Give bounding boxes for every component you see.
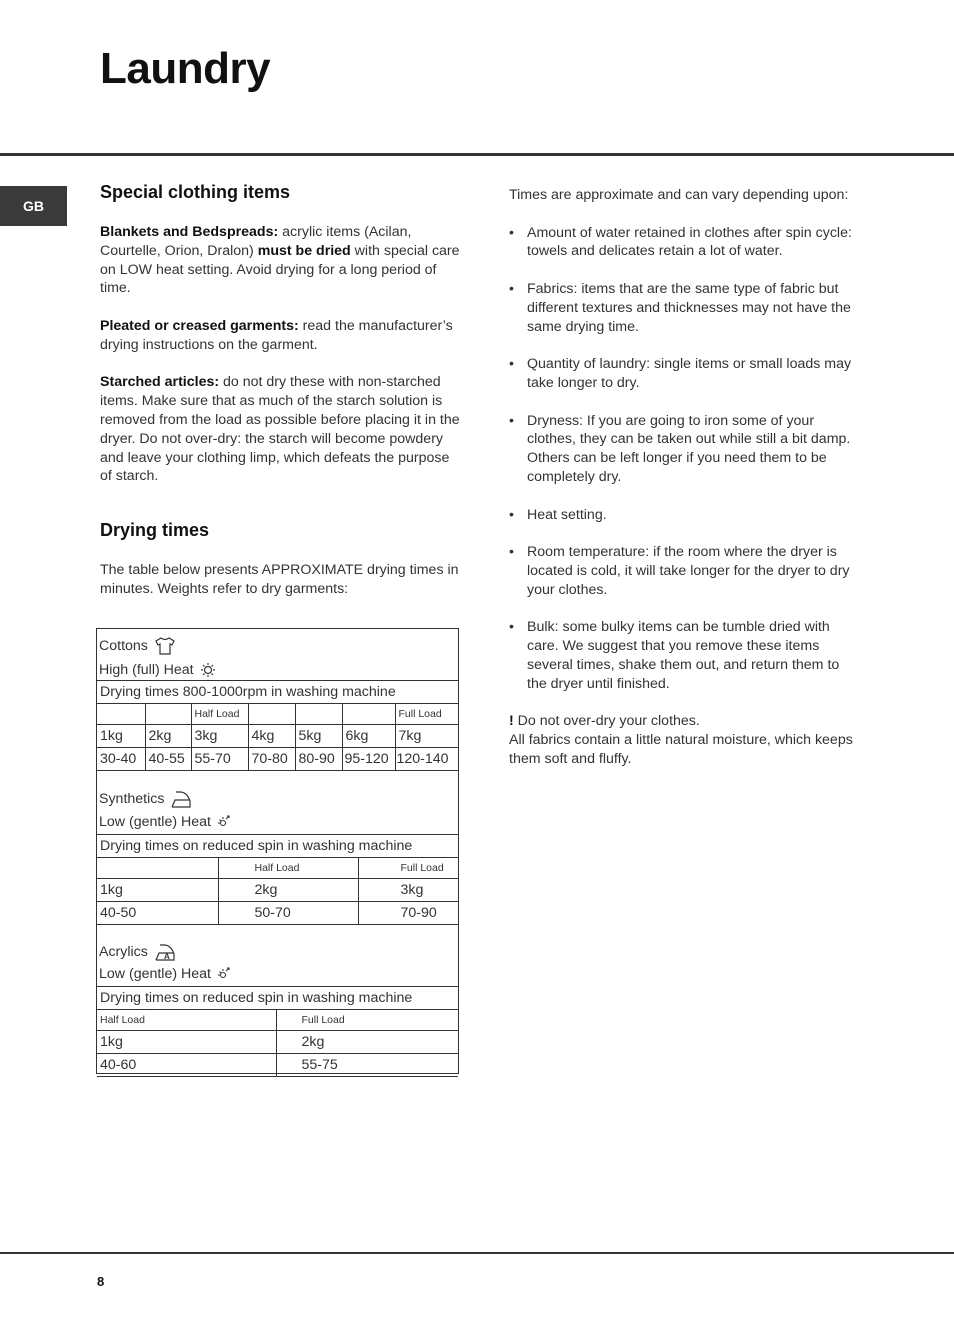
cottons-note: Drying times 800-1000rpm in washing machine <box>97 681 458 704</box>
blankets-label: Blankets and Bedspreads: <box>100 224 279 240</box>
synthetics-full-load: Full Load <box>358 858 458 879</box>
table-cell: 95-120 <box>342 748 395 771</box>
cottons-heat-label: High (full) Heat <box>99 662 194 678</box>
synthetics-note-row <box>97 835 458 858</box>
table-cell <box>295 704 342 725</box>
factors-list <box>509 224 861 694</box>
cottons-weight-row <box>97 725 458 748</box>
table-cell: 40-50 <box>97 902 218 925</box>
acrylics-header <box>99 940 176 964</box>
acrylics-note: Drying times on reduced spin in washing machine <box>97 987 458 1010</box>
acrylics-label: Acrylics <box>99 944 148 960</box>
warning-line <box>509 712 861 731</box>
pleated-label: Pleated or creased garments: <box>100 317 299 334</box>
special-items-heading: Special clothing items <box>100 182 291 202</box>
synthetics-heat <box>99 811 231 833</box>
table-cell: 80-90 <box>295 748 342 771</box>
blankets-emphasis: must be dried <box>257 242 351 259</box>
table-cell: 2kg <box>276 1031 458 1054</box>
low-heat-icon <box>217 967 231 981</box>
table-cell <box>97 858 218 879</box>
high-heat-icon <box>200 662 216 678</box>
pleated-paragraph <box>100 317 464 355</box>
cottons-half-load: Half Load <box>191 704 248 725</box>
page-title: Laundry <box>100 44 271 93</box>
table-cell: 55-70 <box>191 748 248 771</box>
factors-intro: Times are approximate and can vary depending upon: <box>509 187 849 203</box>
acrylics-time-row <box>97 1054 458 1077</box>
table-cell: 3kg <box>358 879 458 902</box>
list-item: • Dryness: If you are going to iron some of your clothes, they can be taken out while still a bit damp. Others can be left longer if you need them to be completely dry. <box>509 412 861 487</box>
warning-text: Do not over-dry your clothes. <box>513 713 700 730</box>
moisture-note: All fabrics contain a little natural moisture, which keeps them soft and fluffy. <box>509 732 853 767</box>
table-cell: 70-80 <box>248 748 295 771</box>
cottons-header <box>99 635 176 657</box>
table-cell: 70-90 <box>358 902 458 925</box>
acrylics-heat-label: Low (gentle) Heat <box>99 966 211 982</box>
table-cell: 2kg <box>145 725 191 748</box>
drying-times-intro: The table below presents APPROXIMATE drying times in minutes. Weights refer to dry garments: <box>100 562 459 597</box>
footer-rule <box>0 1252 954 1254</box>
table-cell: 30-40 <box>97 748 145 771</box>
table-cell <box>342 704 395 725</box>
table-cell: 5kg <box>295 725 342 748</box>
synthetics-half-load: Half Load <box>218 858 358 879</box>
right-column <box>509 186 861 769</box>
synthetics-note: Drying times on reduced spin in washing machine <box>97 835 458 858</box>
table-cell: 1kg <box>97 879 218 902</box>
acrylics-heat <box>99 963 231 985</box>
synthetics-label: Synthetics <box>99 791 165 807</box>
synthetics-load-row <box>97 858 458 879</box>
table-cell <box>97 704 145 725</box>
table-cell: 1kg <box>97 725 145 748</box>
acrylics-load-row <box>97 1010 458 1031</box>
table-cell: 40-55 <box>145 748 191 771</box>
table-cell: 120-140 <box>395 748 458 771</box>
table-cell: 4kg <box>248 725 295 748</box>
acrylic-iron-icon <box>154 942 176 962</box>
cottons-grid <box>97 680 458 771</box>
drying-times-heading: Drying times <box>100 520 210 541</box>
list-item: • Room temperature: if the room where the dryer is located is cold, it will take longer for the dryer to dry your clothes. <box>509 543 861 599</box>
table-cell: 40-60 <box>97 1054 276 1077</box>
blankets-text2: with special care on LOW heat setting. Avoid drying for a long period of time. <box>100 242 460 297</box>
list-item: • Quantity of laundry: single items or small loads may take longer to dry. <box>509 355 861 393</box>
pleated-text: read the manufacturer’s drying instructions on the garment. <box>100 317 453 353</box>
svg-text:A: A <box>163 952 170 961</box>
acrylics-half-load: Half Load <box>97 1010 276 1031</box>
cottons-time-row <box>97 748 458 771</box>
synthetics-weight-row <box>97 879 458 902</box>
synthetics-time-row <box>97 902 458 925</box>
cottons-label: Cottons <box>99 638 148 654</box>
tshirt-icon <box>154 636 176 656</box>
list-item: • Amount of water retained in clothes after spin cycle: towels and delicates retain a lot of water. <box>509 224 861 262</box>
cottons-load-row <box>97 704 458 725</box>
header-rule <box>0 153 954 156</box>
table-cell: 6kg <box>342 725 395 748</box>
cottons-full-load: Full Load <box>395 704 458 725</box>
left-column <box>100 182 464 599</box>
table-cell: 7kg <box>395 725 458 748</box>
table-cell: 1kg <box>97 1031 276 1054</box>
blankets-text1: acrylic items (Acilan, Courtelle, Orion, Dralon) <box>100 224 412 259</box>
starched-label: Starched articles: <box>100 374 220 391</box>
synthetic-iron-icon <box>170 789 192 809</box>
acrylics-full-load: Full Load <box>276 1010 458 1031</box>
cottons-heat <box>99 659 216 681</box>
acrylics-grid <box>97 986 458 1077</box>
language-tab: GB <box>0 186 67 226</box>
table-cell: 50-70 <box>218 902 358 925</box>
table-cell <box>145 704 191 725</box>
table-cell: 55-75 <box>276 1054 458 1077</box>
page-number: 8 <box>97 1274 105 1289</box>
blankets-paragraph <box>100 223 464 298</box>
table-cell <box>248 704 295 725</box>
list-item: • Fabrics: items that are the same type of fabric but different textures and thicknesses may not have the same drying time. <box>509 280 861 336</box>
starched-paragraph <box>100 373 464 486</box>
table-cell: 2kg <box>218 879 358 902</box>
cottons-note-row <box>97 681 458 704</box>
synthetics-header <box>99 787 192 811</box>
synthetics-grid <box>97 834 458 925</box>
low-heat-icon <box>217 815 231 829</box>
starched-text: do not dry these with non-starched items. Make sure that as much of the starch solution is removed from the load as possible before placing it in the dryer. Do not over-dry: the starch will become powdery and leave your clothing limp, which defeats the purpose of starch. <box>100 374 460 485</box>
table-cell: 3kg <box>191 725 248 748</box>
synthetics-heat-label: Low (gentle) Heat <box>99 814 211 830</box>
warning-icon: ! <box>509 713 514 730</box>
acrylics-note-row <box>97 987 458 1010</box>
drying-times-table <box>96 628 459 1074</box>
list-item: • Heat setting. <box>509 506 861 525</box>
acrylics-weight-row <box>97 1031 458 1054</box>
list-item: • Bulk: some bulky items can be tumble dried with care. We suggest that you remove these items several times, shake them out, and return them to the dryer until finished. <box>509 618 861 693</box>
